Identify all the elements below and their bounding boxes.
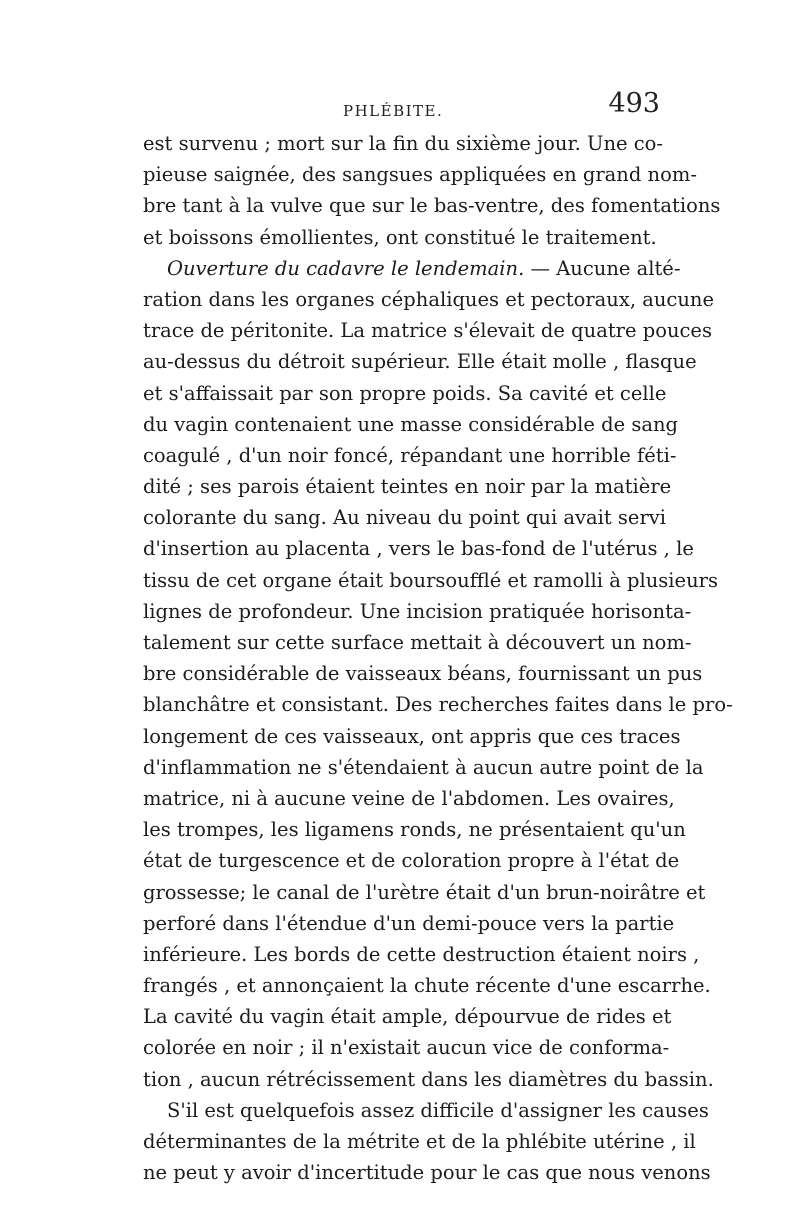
text-line: les trompes, les ligamens ronds, ne présentaient qu'un <box>143 818 686 842</box>
text-line: tion , aucun rétrécissement dans les diamètres du bassin. <box>143 1067 714 1091</box>
text-line: grossesse; le canal de l'urètre était d'un brun-noirâtre et <box>143 880 706 904</box>
text-line: matrice, ni à aucune veine de l'abdomen. Les ovaires, <box>143 786 675 810</box>
body-text <box>143 128 733 1188</box>
text-line: pieuse saignée, des sangsues appliquées en grand nom- <box>143 163 697 187</box>
text-line: et boissons émollientes, ont constitué le traitement. <box>143 225 657 249</box>
text-line: inférieure. Les bords de cette destruction étaient noirs , <box>143 942 700 966</box>
text-line: colorante du sang. Au niveau du point qui avait servi <box>143 506 667 530</box>
text-line: trace de péritonite. La matrice s'élevait de quatre pouces <box>143 319 712 343</box>
text-line: frangés , et annonçaient la chute récente d'une escarrhe. <box>143 974 711 998</box>
text-line: tissu de cet organe était boursoufflé et ramolli à plusieurs <box>143 568 718 592</box>
text-line: S'il est quelquefois assez difficile d'assigner les causes <box>167 1098 709 1122</box>
text-line: La cavité du vagin était ample, dépourvue de rides et <box>143 1005 672 1029</box>
text-line: au-dessus du détroit supérieur. Elle était molle , flasque <box>143 350 697 374</box>
text-line: blanchâtre et consistant. Des recherches faites dans le pro- <box>143 693 733 717</box>
text-line: état de turgescence et de coloration propre à l'état de <box>143 849 680 873</box>
text-line: lignes de profondeur. Une incision pratiquée horisonta- <box>143 599 692 623</box>
text-line: talement sur cette surface mettait à découvert un nom- <box>143 631 692 654</box>
text-line: longement de ces vaisseaux, ont appris que ces traces <box>143 724 681 748</box>
text-line: bre tant à la vulve que sur le bas-ventre, des fomentations <box>143 194 721 218</box>
page-header <box>143 88 660 128</box>
text-line: dité ; ses parois étaient teintes en noir par la matière <box>143 475 672 499</box>
text-line: colorée en noir ; il n'existait aucun vice de conforma- <box>143 1036 670 1060</box>
text-line: déterminantes de la métrite et de la phlébite utérine , il <box>143 1130 696 1153</box>
running-title: PHLÉBITE. <box>343 102 444 120</box>
text-line-section-heading <box>143 253 681 284</box>
page-number: 493 <box>608 88 660 119</box>
text-line: bre considérable de vaisseaux béans, fournissant un pus <box>143 662 703 686</box>
text-line: d'insertion au placenta , vers le bas-fond de l'utérus , le <box>143 537 694 561</box>
text-line: est survenu ; mort sur la fin du sixième jour. Une co- <box>143 132 663 155</box>
text-line: et s'affaissait par son propre poids. Sa cavité et celle <box>143 381 667 405</box>
text-line: du vagin contenaient une masse considérable de sang <box>143 412 679 436</box>
text-line: d'inflammation ne s'étendaient à aucun autre point de la <box>143 755 704 779</box>
text-line: perforé dans l'étendue d'un demi-pouce vers la partie <box>143 911 675 935</box>
section-heading-rest: — Aucune alté- <box>524 256 681 280</box>
section-heading-italic: Ouverture du cadavre le lendemain. <box>167 256 525 280</box>
text-line: coagulé , d'un noir foncé, répandant une horrible féti- <box>143 443 677 467</box>
text-line: ration dans les organes céphaliques et pectoraux, aucune <box>143 287 714 311</box>
text-line: ne peut y avoir d'incertitude pour le cas que nous venons <box>143 1161 711 1185</box>
